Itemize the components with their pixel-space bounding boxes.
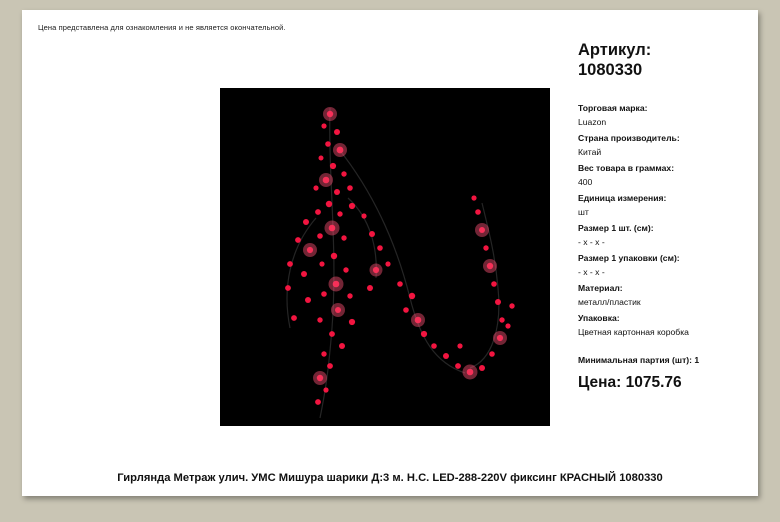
- spec-row: [578, 222, 753, 249]
- spec-value: - x - x -: [578, 237, 605, 247]
- spec-value: металл/пластик: [578, 297, 641, 307]
- spec-value: Китай: [578, 147, 602, 157]
- garland-illustration: [220, 88, 550, 426]
- price: Цена: 1075.76: [578, 374, 682, 391]
- document-page: [22, 10, 758, 496]
- spec-row: [578, 132, 753, 159]
- spec-list: [578, 102, 753, 339]
- spec-row: [578, 312, 753, 339]
- product-caption: Гирлянда Метраж улич. УМС Мишура шарики Д:3 м. Н.С. LED-288-220V фиксинг КРАСНЫЙ 1080330: [117, 472, 663, 484]
- spec-row: [578, 102, 753, 129]
- price-disclaimer: Цена представлена для ознакомления и не является окончательной.: [38, 23, 286, 32]
- spec-row: [578, 252, 753, 279]
- minimum-lot: Минимальная партия (шт): 1: [578, 355, 700, 365]
- spec-key: Единица измерения:: [578, 193, 667, 203]
- product-image: [220, 88, 550, 426]
- spec-key: Торговая марка:: [578, 103, 648, 113]
- spec-key: Страна производитель:: [578, 133, 680, 143]
- spec-row: [578, 162, 753, 189]
- spec-value: Luazon: [578, 117, 607, 127]
- spec-key: Вес товара в граммах:: [578, 163, 675, 173]
- spec-row: [578, 282, 753, 309]
- spec-key: Размер 1 упаковки (см):: [578, 253, 680, 263]
- spec-key: Материал:: [578, 283, 623, 293]
- spec-key: Упаковка:: [578, 313, 620, 323]
- sku-label: Артикул:: [578, 41, 652, 59]
- product-specs: [578, 40, 753, 392]
- sku-value: 1080330: [578, 61, 643, 79]
- spec-key: Размер 1 шт. (см):: [578, 223, 654, 233]
- spec-row: [578, 192, 753, 219]
- spec-value: Цветная картонная коробка: [578, 327, 689, 337]
- spec-value: 400: [578, 177, 593, 187]
- spec-value: шт: [578, 207, 589, 217]
- spec-value: - x - x -: [578, 267, 605, 277]
